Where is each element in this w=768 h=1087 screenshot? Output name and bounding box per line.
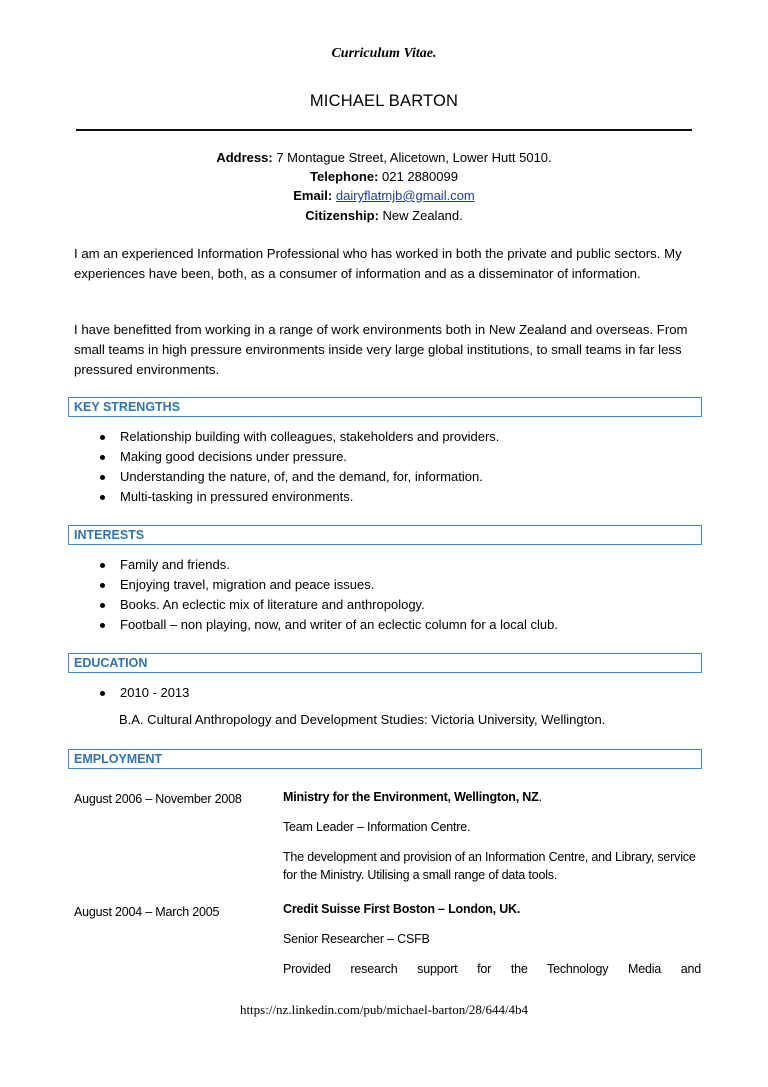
section-heading-education: EDUCATION xyxy=(68,653,702,673)
job-role: Senior Researcher – CSFB xyxy=(283,932,430,946)
section-heading-key-strengths: KEY STRENGTHS xyxy=(68,397,702,417)
email-link[interactable]: dairyflatmjb@gmail.com xyxy=(335,188,475,203)
section-heading-employment: EMPLOYMENT xyxy=(68,749,702,769)
address-label: Address: xyxy=(216,150,273,165)
email-label: Email: xyxy=(293,188,333,203)
list-item: Multi-tasking in pressured environments. xyxy=(0,487,499,507)
job-dates: August 2004 – March 2005 xyxy=(74,905,220,919)
telephone-value: 021 2880099 xyxy=(382,169,458,184)
education-detail: B.A. Cultural Anthropology and Development Studies: Victoria University, Wellington. xyxy=(119,712,606,727)
citizenship-value: New Zealand. xyxy=(382,208,463,223)
list-item: Making good decisions under pressure. xyxy=(0,447,499,467)
job-organisation xyxy=(283,788,701,806)
list-item: Enjoying travel, migration and peace issues. xyxy=(0,575,558,595)
address-value: 7 Montague Street, Alicetown, Lower Hutt 5010. xyxy=(276,150,552,165)
intro-paragraph: I have benefitted from working in a range of work environments both in New Zealand and overseas. From small teams in high pressure environments inside very large global institutions, to small teams in far less pressured environments. xyxy=(74,322,688,377)
document-title: Curriculum Vitae. xyxy=(331,46,437,61)
intro-paragraph: I am an experienced Information Professional who has worked in both the private and public sectors. My experiences have been, both, as a consumer of information and as a disseminator of information. xyxy=(74,246,682,281)
job-dates: August 2006 – November 2008 xyxy=(74,792,242,806)
footer-url[interactable]: https://nz.linkedin.com/pub/michael-barton/28/644/4b4 xyxy=(239,1002,529,1017)
list-item: Books. An eclectic mix of literature and anthropology. xyxy=(0,595,558,615)
job-organisation-name: Ministry for the Environment, Wellington, NZ xyxy=(283,790,539,804)
candidate-name: MICHAEL BARTON xyxy=(309,92,459,110)
citizenship-label: Citizenship: xyxy=(305,208,379,223)
header-divider xyxy=(76,129,692,131)
section-heading-interests: INTERESTS xyxy=(68,525,702,545)
list-item: 2010 - 2013 xyxy=(0,683,189,703)
citizenship-line xyxy=(0,206,768,226)
list-item: Football – non playing, now, and writer of an eclectic column for a local club. xyxy=(0,615,558,635)
education-list xyxy=(0,683,189,703)
job-description: Provided research support for the Technology Media and xyxy=(283,962,701,976)
job-organisation: Credit Suisse First Boston – London, UK. xyxy=(283,902,521,916)
telephone-line xyxy=(0,167,768,187)
key-strengths-list xyxy=(0,427,499,507)
list-item: Understanding the nature, of, and the demand, for, information. xyxy=(0,467,499,487)
job-description: The development and provision of an Information Centre, and Library, service for the Ministry. Utilising a small range of data tools. xyxy=(283,850,696,882)
job-role: Team Leader – Information Centre. xyxy=(283,820,471,834)
telephone-label: Telephone: xyxy=(310,169,379,184)
job-organisation-suffix: . xyxy=(538,790,542,804)
list-item: Relationship building with colleagues, stakeholders and providers. xyxy=(0,427,499,447)
list-item: Family and friends. xyxy=(0,555,558,575)
interests-list xyxy=(0,555,558,635)
email-line xyxy=(0,186,768,206)
address-line xyxy=(0,148,768,168)
